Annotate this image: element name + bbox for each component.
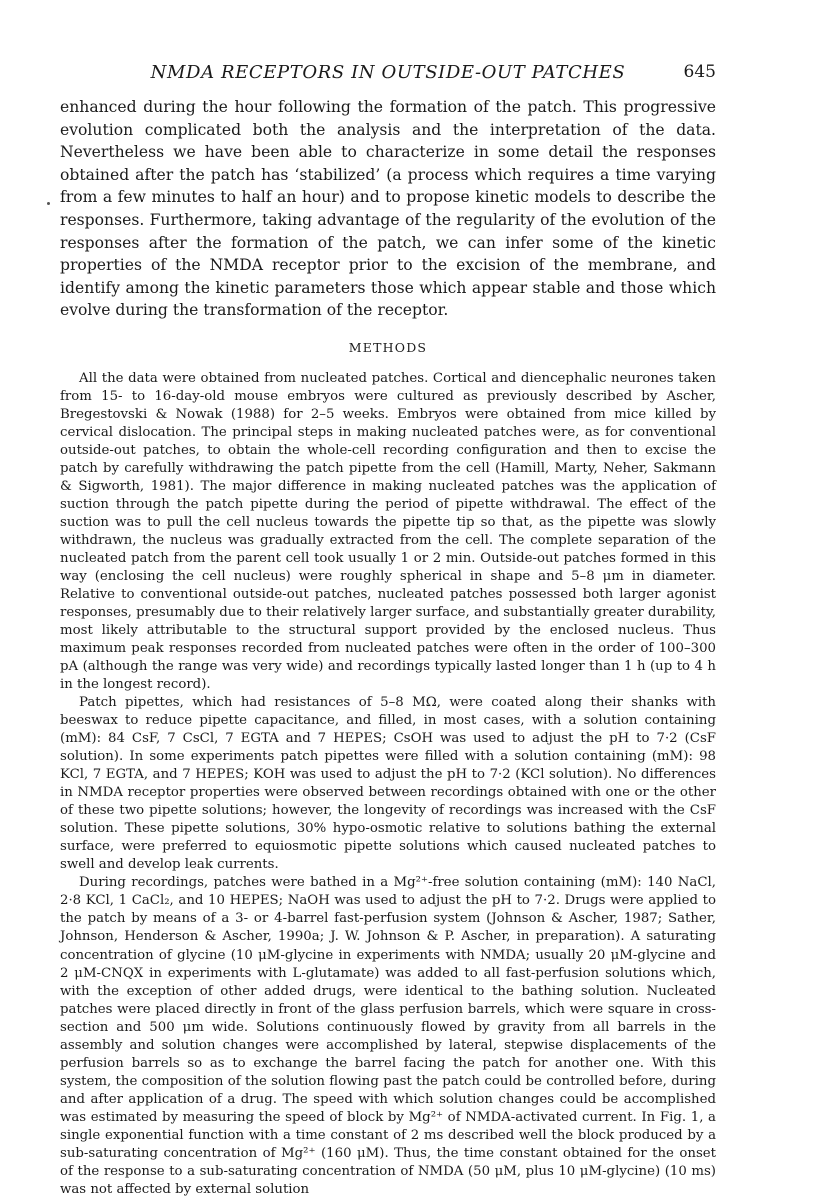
methods-section	[60, 370, 716, 1199]
methods-paragraph: Patch pipettes, which had resistances of 5–8 MΩ, were coated along their shanks with beeswax to reduce pipette capacitance, and filled, in most cases, with a solution containing (mM): 84 CsF, 7 CsCl, 7 EGTA and 7 HEPES; CsOH was used to adjust the pH to 7·2 (CsF solution). In some experiments patch pipettes were filled with a solution containing (mM): 98 KCl, 7 EGTA, and 7 HEPES; KOH was used to adjust the pH to 7·2 (KCl solution). No differences in NMDA receptor properties were observed between recordings obtained with one or the other of these two pipette solutions; however, the longevity of recordings was increased with the CsF solution. These pipette solutions, 30% hypo-osmotic relative to solutions bathing the external surface, were preferred to equiosmotic pipette solutions which caused nucleated patches to swell and develop leak currents.	[60, 695, 716, 873]
page-number: 645	[683, 62, 716, 82]
running-title: NMDA RECEPTORS IN OUTSIDE-OUT PATCHES	[150, 62, 626, 83]
margin-mark	[47, 202, 50, 205]
methods-paragraph: During recordings, patches were bathed in a Mg²⁺-free solution containing (mM): 140 NaCl, 2·8 KCl, 1 CaCl₂, and 10 HEPES; NaOH was used to adjust the pH to 7·2. Drugs were applied to the patch by means of a 3- or 4-barrel fast-perfusion system (Johnson & Ascher, 1987; Sather, Johnson, Henderson & Ascher, 1990a; J. W. Johnson & P. Ascher, in preparation). A saturating concentration of glycine (10 μM-glycine in experiments with NMDA; usually 20 μM-glycine and 2 μM-CNQX in experiments with L-glutamate) was added to all fast-perfusion solutions which, with the exception of other added drugs, were identical to the bathing solution. Nucleated patches were placed directly in front of the glass perfusion barrels, which were square in cross-section and 500 μm wide. Solutions continuously flowed by gravity from all barrels in the assembly and solution changes were accomplished by lateral, stepwise displacements of the perfusion barrels so as to exchange the barrel facing the patch for another one. With this system, the composition of the solution flowing past the patch could be controlled before, during and after application of a drug. The speed with which solution changes could be accomplished was estimated by measuring the speed of block by Mg²⁺ of NMDA-activated current. In Fig. 1, a single exponential function with a time constant of 2 ms described well the block produced by a sub-saturating concentration of Mg²⁺ (160 μM). Thus, the time constant obtained for the onset of the response to a sub-saturating concentration of NMDA (50 μM, plus 10 μM-glycine) (10 ms) was not affected by external solution	[60, 875, 716, 1197]
intro-text	[60, 96, 716, 322]
methods-heading: METHODS	[348, 340, 428, 355]
methods-paragraph: All the data were obtained from nucleated patches. Cortical and diencephalic neurones taken from 15- to 16-day-old mouse embryos were cultured as previously described by Ascher, Bregestovski & Nowak (1988) for 2–5 weeks. Embryos were obtained from mice killed by cervical dislocation. The principal steps in making nucleated patches were, as for conventional outside-out patches, to obtain the whole-cell recording configuration and then to excise the patch by carefully withdrawing the patch pipette from the cell (Hamill, Marty, Neher, Sakmann & Sigworth, 1981). The major difference in making nucleated patches was the application of suction through the patch pipette during the period of pipette withdrawal. The effect of the suction was to pull the cell nucleus towards the pipette tip so that, as the pipette was slowly withdrawn, the nucleus was gradually extracted from the cell. The complete separation of the nucleated patch from the parent cell took usually 1 or 2 min. Outside-out patches formed in this way (enclosing the cell nucleus) were roughly spherical in shape and 5–8 μm in diameter. Relative to conventional outside-out patches, nucleated patches possessed both larger agonist responses, presumably due to their relatively larger surface, and substantially greater durability, most likely attributable to the structural support provided by the enclosed nucleus. Thus maximum peak responses recorded from nucleated patches were often in the order of 100–300 pA (although the range was very wide) and recordings typically lasted longer than 1 h (up to 4 h in the longest record).	[60, 371, 716, 693]
intro-paragraph: enhanced during the hour following the formation of the patch. This progressive evolution complicated both the analysis and the interpretation of the data. Nevertheless we have been able to characterize in some detail the responses obtained after the patch has ‘stabilized’ (a process which requires a time varying from a few minutes to half an hour) and to propose kinetic models to describe the responses. Furthermore, taking advantage of the regularity of the evolution of the responses after the formation of the patch, we can infer some of the kinetic properties of the NMDA receptor prior to the excision of the membrane, and identify among the kinetic parameters those which appear stable and those which evolve during the transformation of the receptor.	[60, 98, 716, 320]
page-header	[60, 62, 716, 88]
